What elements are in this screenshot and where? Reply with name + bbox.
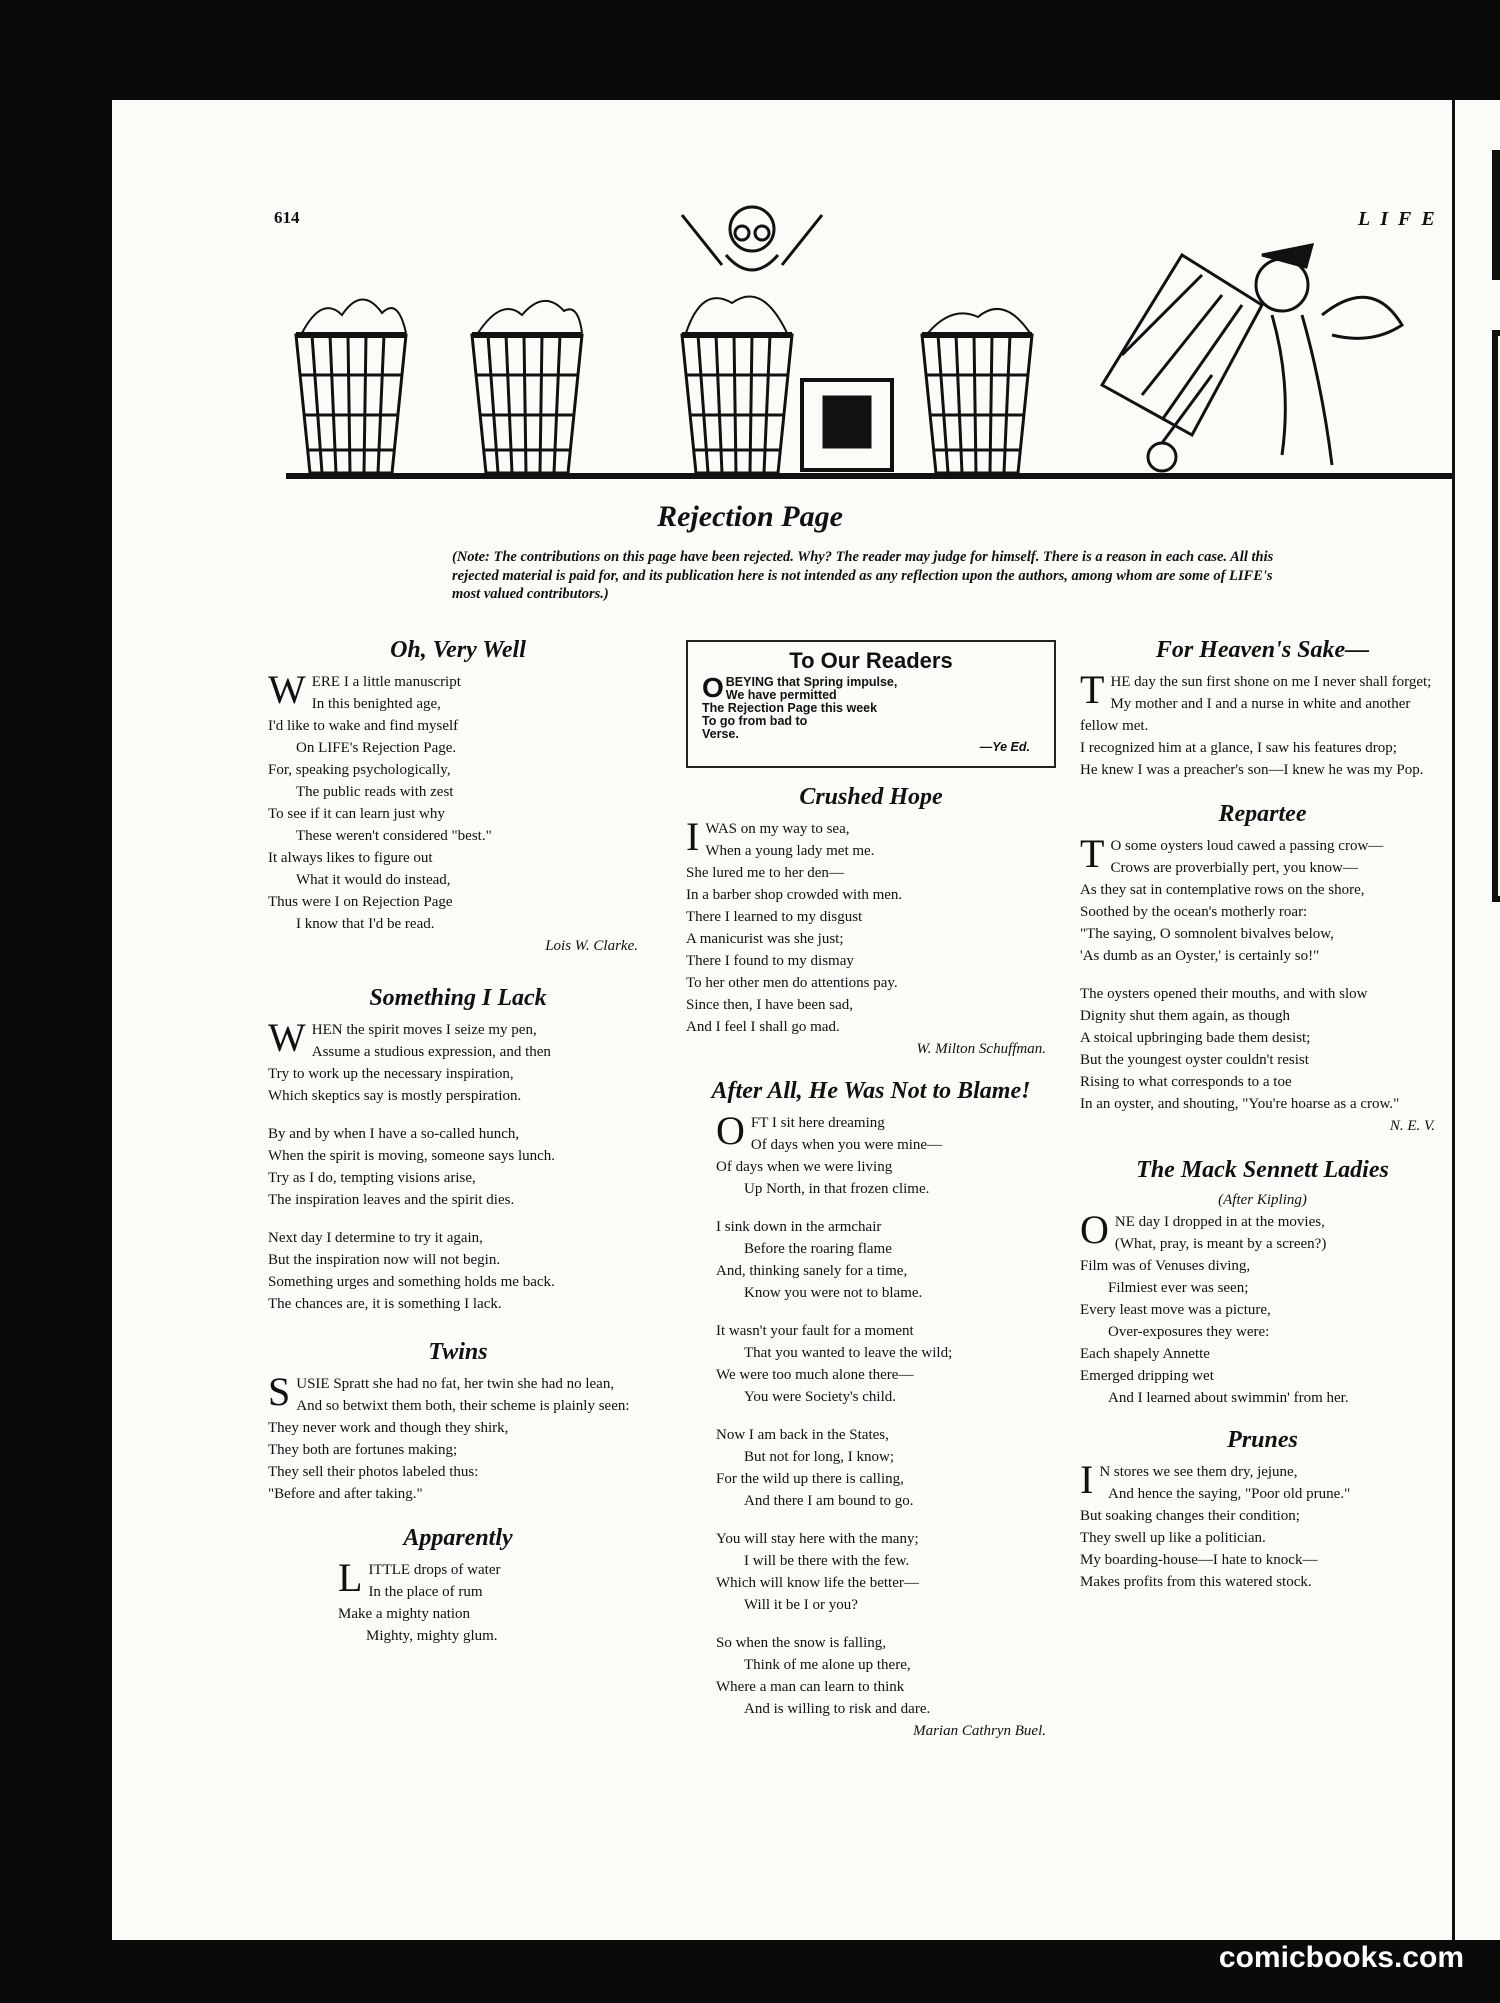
poem-line: The oysters opened their mouths, and with slow <box>1080 986 1368 1002</box>
poem-line: There I found to my dismay <box>686 953 854 969</box>
poem-line: 'As dumb as an Oyster,' is certainly so!" <box>1080 948 1320 964</box>
poem-line: When a young lady met me. <box>705 843 875 859</box>
poem-line: Up North, in that frozen clime. <box>744 1181 930 1197</box>
poem-line: Mighty, mighty glum. <box>366 1628 498 1644</box>
poem-line: But not for long, I know; <box>744 1449 894 1465</box>
poem-line: That you wanted to leave the wild; <box>744 1345 953 1361</box>
poem-line: The chances are, it is something I lack. <box>268 1296 502 1312</box>
poem-line: Before the roaring flame <box>744 1241 892 1257</box>
poem-line: The inspiration leaves and the spirit dies. <box>268 1192 515 1208</box>
poem-for-heavens-sake <box>1080 633 1445 781</box>
poem-line: He knew I was a preacher's son—I knew he was my Pop. <box>1080 762 1424 778</box>
poem-author: N. E. V. <box>1389 1118 1435 1134</box>
poem-line: HE day the sun first shone on me I never shall forget; <box>1110 674 1432 690</box>
poem-line: I know that I'd be read. <box>296 916 435 932</box>
poem-line: When the spirit is moving, someone says lunch. <box>268 1148 556 1164</box>
poem-line: What it would do instead, <box>296 872 451 888</box>
box-line: To go from bad to <box>702 714 808 728</box>
poem-repartee <box>1080 797 1445 1137</box>
poem-oh-very-well <box>268 633 648 957</box>
poem-line: ERE I a little manuscript <box>311 674 461 690</box>
poem-line: Make a mighty nation <box>338 1606 471 1622</box>
poem-line: And so betwixt them both, their scheme is plainly seen: <box>296 1398 630 1414</box>
poem-line: And is willing to risk and dare. <box>744 1701 931 1717</box>
poem-after-all <box>686 1074 1056 1742</box>
editor-note: (Note: The contributions on this page have been rejected. Why? The reader may judge for himself. There is a reason in each case. All this rejected material is paid for, and its publication here is not intended as any reflection upon the authors, among whom are some of LIFE's most valued contributors.) <box>452 549 1274 602</box>
poem-line: N stores we see them dry, jejune, <box>1099 1464 1298 1480</box>
drop-cap: I <box>1080 1457 1094 1502</box>
poem-line: Know you were not to blame. <box>744 1285 923 1301</box>
poem-line: There I learned to my disgust <box>686 909 863 925</box>
poem-line: NE day I dropped in at the movies, <box>1114 1214 1325 1230</box>
poem-line: On LIFE's Rejection Page. <box>296 740 457 756</box>
poem-line: But the inspiration now will not begin. <box>268 1252 501 1268</box>
drop-cap: O <box>702 672 724 703</box>
poem-line: But the youngest oyster couldn't resist <box>1080 1052 1309 1068</box>
poem-line: These weren't considered "best." <box>296 828 492 844</box>
poem-line: And I feel I shall go mad. <box>686 1019 840 1035</box>
box-line: The Rejection Page this week <box>702 701 878 715</box>
poem-line: "Before and after taking." <box>268 1486 423 1502</box>
poem-line: Which skeptics say is mostly perspiration. <box>268 1088 522 1104</box>
poem-subtitle: (After Kipling) <box>1218 1192 1307 1208</box>
poem-line: Next day I determine to try it again, <box>268 1230 483 1246</box>
box-line: Verse. <box>702 727 739 741</box>
poem-line: But soaking changes their condition; <box>1080 1508 1300 1524</box>
column-right <box>1080 633 1445 1607</box>
poem-line: Try as I do, tempting visions arise, <box>268 1170 476 1186</box>
drop-cap: S <box>268 1369 291 1414</box>
poem-line: To her other men do attentions pay. <box>686 975 898 991</box>
magazine-name: LIFE <box>1358 208 1445 230</box>
poem-line: A stoical upbringing bade them desist; <box>1080 1030 1311 1046</box>
poem-line: She lured me to her den— <box>686 865 844 881</box>
poem-line: It wasn't your fault for a moment <box>716 1323 914 1339</box>
poem-line: My mother and I and a nurse in white and another fellow met. <box>1080 696 1411 734</box>
column-middle <box>686 640 1056 1756</box>
box-line: BEYING that Spring impulse, <box>725 675 898 689</box>
poem-title: The Mack Sennett Ladies <box>1136 1157 1389 1183</box>
page-number: 614 <box>274 208 300 227</box>
poem-line: (What, pray, is meant by a screen?) <box>1114 1236 1327 1252</box>
poem-line: Will it be I or you? <box>744 1597 858 1613</box>
poem-line: And hence the saying, "Poor old prune." <box>1108 1486 1351 1502</box>
to-our-readers-box <box>686 640 1056 768</box>
column-left <box>268 633 648 1661</box>
poem-line: HEN the spirit moves I seize my pen, <box>311 1022 537 1038</box>
poem-title: Twins <box>428 1339 488 1365</box>
next-page-mark <box>1492 150 1500 280</box>
drop-cap: T <box>1080 831 1105 876</box>
poem-prunes <box>1080 1423 1445 1593</box>
box-title: To Our Readers <box>789 648 953 673</box>
poem-line: By and by when I have a so-called hunch, <box>268 1126 520 1142</box>
poem-line: I'd like to wake and find myself <box>268 718 459 734</box>
poem-line: We were too much alone there— <box>716 1367 914 1383</box>
poem-line: Film was of Venuses diving, <box>1080 1258 1251 1274</box>
poem-crushed-hope <box>686 780 1056 1060</box>
poem-line: O some oysters loud cawed a passing crow— <box>1110 838 1384 854</box>
poem-something-i-lack <box>268 981 648 1315</box>
drop-cap: L <box>338 1555 363 1600</box>
poem-line: In an oyster, and shouting, "You're hoarse as a crow." <box>1080 1096 1400 1112</box>
poem-apparently <box>268 1521 648 1647</box>
poem-line: Of days when we were living <box>716 1159 893 1175</box>
poem-line: Where a man can learn to think <box>716 1679 905 1695</box>
poem-line: FT I sit here dreaming <box>750 1115 885 1131</box>
site-watermark: comicbooks.com <box>1218 1941 1464 1974</box>
poem-line: They swell up like a politician. <box>1080 1530 1266 1546</box>
poem-line: In a barber shop crowded with men. <box>686 887 903 903</box>
page-title: Rejection Page <box>657 500 843 533</box>
poem-line: To see if it can learn just why <box>268 806 445 822</box>
poem-line: I sink down in the armchair <box>716 1219 882 1235</box>
poem-line: Makes profits from this watered stock. <box>1080 1574 1312 1590</box>
poem-line: Which will know life the better— <box>716 1575 919 1591</box>
poem-line: Rising to what corresponds to a toe <box>1080 1074 1292 1090</box>
poem-body <box>686 1108 1056 1742</box>
poem-line: And there I am bound to go. <box>744 1493 914 1509</box>
drop-cap: T <box>1080 667 1105 712</box>
poem-title: After All, He Was Not to Blame! <box>711 1078 1031 1104</box>
poem-line: USIE Spratt she had no fat, her twin she had no lean, <box>296 1376 615 1392</box>
poem-author: Marian Cathryn Buel. <box>913 1723 1046 1739</box>
poem-line: Over-exposures they were: <box>1108 1324 1270 1340</box>
poem-line: The public reads with zest <box>296 784 454 800</box>
poem-line: Each shapely Annette <box>1080 1346 1210 1362</box>
poem-line: Emerged dripping wet <box>1080 1368 1214 1384</box>
poem-title: Something I Lack <box>369 985 547 1011</box>
poem-line: WAS on my way to sea, <box>705 821 850 837</box>
poem-title: Apparently <box>403 1525 513 1551</box>
drop-cap: W <box>268 1015 306 1060</box>
next-page-frame <box>1492 330 1500 902</box>
poem-line: Crows are proverbially pert, you know— <box>1110 860 1358 876</box>
poem-line: Something urges and something holds me back. <box>268 1274 555 1290</box>
poem-line: Since then, I have been sad, <box>686 997 854 1013</box>
poem-line: A manicurist was she just; <box>686 931 844 947</box>
poem-line: I recognized him at a glance, I saw his features drop; <box>1080 740 1397 756</box>
poem-line: It always likes to figure out <box>268 850 433 866</box>
poem-line: As they sat in contemplative rows on the shore, <box>1080 882 1365 898</box>
poem-title: Crushed Hope <box>799 784 943 810</box>
poem-line: They sell their photos labeled thus: <box>268 1464 479 1480</box>
poem-line: For the wild up there is calling, <box>716 1471 904 1487</box>
poem-line: And, thinking sanely for a time, <box>716 1263 908 1279</box>
poem-title: Prunes <box>1227 1427 1298 1453</box>
poem-author: Lois W. Clarke. <box>545 938 638 954</box>
poem-line: Of days when you were mine— <box>750 1137 943 1153</box>
poem-line: My boarding-house—I hate to knock— <box>1080 1552 1318 1568</box>
poem-twins <box>268 1335 648 1505</box>
poem-line: Thus were I on Rejection Page <box>268 894 453 910</box>
poem-line: Every least move was a picture, <box>1080 1302 1271 1318</box>
drop-cap: O <box>716 1108 745 1153</box>
drop-cap: I <box>686 814 700 859</box>
poem-mack-sennett <box>1080 1153 1445 1409</box>
drop-cap: O <box>1080 1207 1109 1252</box>
poem-title: Oh, Very Well <box>390 637 526 663</box>
poem-author: W. Milton Schuffman. <box>916 1041 1046 1057</box>
poem-line: Now I am back in the States, <box>716 1427 889 1443</box>
box-body <box>702 672 1040 754</box>
poem-line: You will stay here with the many; <box>716 1531 919 1547</box>
poem-line: In the place of rum <box>368 1584 483 1600</box>
drop-cap: W <box>268 667 306 712</box>
poem-line: They both are fortunes making; <box>268 1442 458 1458</box>
poem-line: Soothed by the ocean's motherly roar: <box>1080 904 1308 920</box>
poem-line: They never work and though they shirk, <box>268 1420 509 1436</box>
poem-line: Try to work up the necessary inspiration, <box>268 1066 514 1082</box>
poem-line: I will be there with the few. <box>744 1553 910 1569</box>
poem-line: In this benighted age, <box>311 696 441 712</box>
box-sign: —Ye Ed. <box>979 740 1030 754</box>
poem-line: Assume a studious expression, and then <box>311 1044 551 1060</box>
poem-line: So when the snow is falling, <box>716 1635 886 1651</box>
poem-title: For Heaven's Sake— <box>1155 637 1370 663</box>
poem-line: ITTLE drops of water <box>368 1562 501 1578</box>
poem-line: "The saying, O somnolent bivalves below, <box>1080 926 1334 942</box>
poem-line: You were Society's child. <box>744 1389 896 1405</box>
poem-line: For, speaking psychologically, <box>268 762 451 778</box>
poem-line: And I learned about swimmin' from her. <box>1108 1390 1349 1406</box>
poem-line: Think of me alone up there, <box>744 1657 911 1673</box>
wastebasket-illustration <box>282 185 1452 495</box>
poem-title: Repartee <box>1218 801 1307 827</box>
box-line: We have permitted <box>725 688 837 702</box>
poem-line: Dignity shut them again, as though <box>1080 1008 1290 1024</box>
poem-line: Filmiest ever was seen; <box>1108 1280 1249 1296</box>
